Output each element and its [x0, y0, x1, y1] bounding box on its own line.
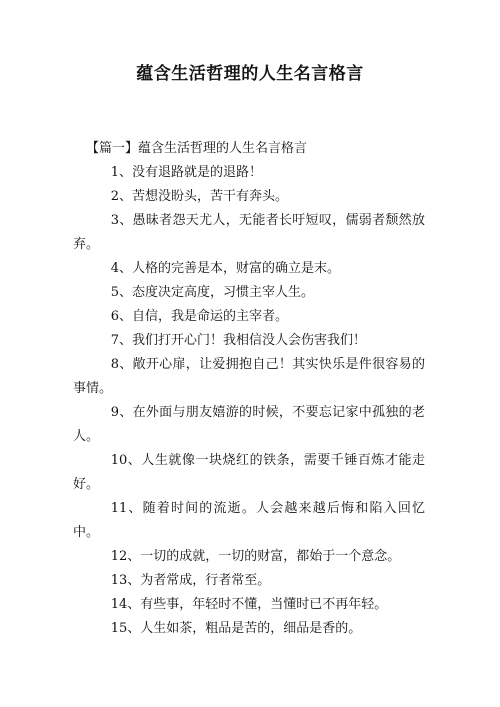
quote-item: 14、有些事，年轻时不懂，当懂时已不再年轻。	[110, 597, 388, 612]
quote-item: 6、自信，我是命运的主宰者。	[110, 309, 288, 324]
quote-item: 1、没有退路就是的退路！	[110, 165, 262, 180]
quote-item: 15、人生如茶，粗品是苦的，细品是香的。	[110, 621, 362, 636]
quote-item: 8、敞开心扉，让爱拥抱自己！其实快乐是件很容易的事情。	[73, 357, 425, 396]
quote-item: 10、人生就像一块烧红的铁条，需要千锤百炼才能走好。	[73, 453, 425, 492]
quote-item: 3、愚昧者怨天尤人，无能者长吁短叹，儒弱者颓然放弃。	[73, 213, 425, 252]
section-heading: 【篇一】蕴含生活哲理的人生名言格言	[86, 141, 308, 156]
document-title: 蕴含生活哲理的人生名言格言	[136, 64, 364, 84]
quote-item: 9、在外面与朋友嬉游的时候，不要忘记家中孤独的老人。	[73, 405, 425, 444]
document-body	[73, 137, 425, 641]
quote-item: 2、苦想没盼头，苦干有奔头。	[110, 189, 288, 204]
quote-list	[73, 161, 425, 641]
quote-item: 5、态度决定高度，习惯主宰人生。	[110, 285, 314, 300]
quote-item: 12、一切的成就，一切的财富，都始于一个意念。	[110, 549, 401, 564]
quote-item: 13、为者常成，行者常至。	[110, 573, 271, 588]
quote-item: 7、我们打开心门！我相信没人会伤害我们！	[110, 333, 366, 348]
quote-item: 11、随着时间的流逝。人会越来越后悔和陷入回忆中。	[73, 501, 425, 540]
quote-item: 4、人格的完善是本，财富的确立是末。	[110, 261, 340, 276]
